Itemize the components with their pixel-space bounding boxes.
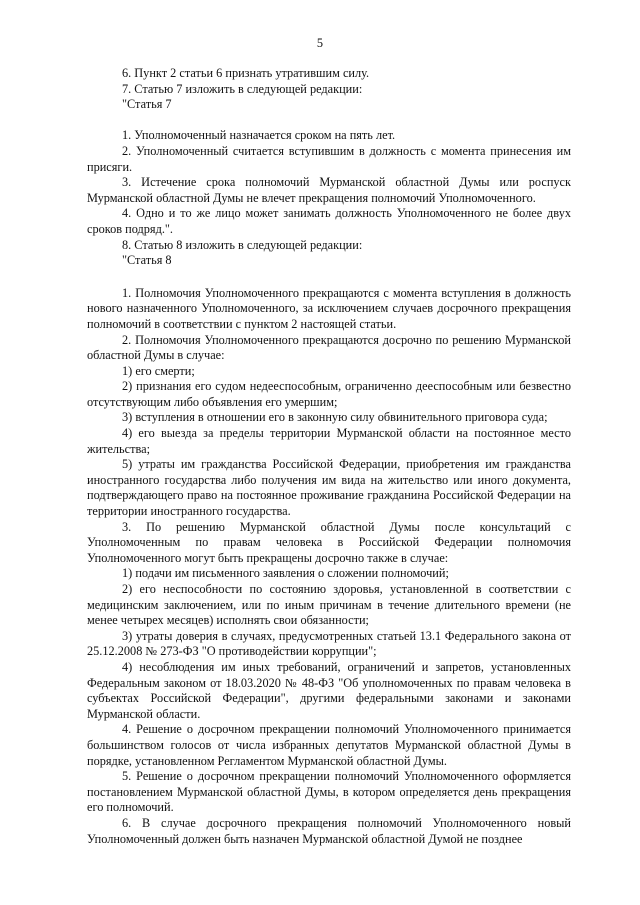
article-7-item-3: 3. Истечение срока полномочий Мурманской областной Думы или роспуск Мурманской областной Думы не влечет прекращения полномочий Уполномоченного.	[87, 175, 571, 205]
page-number: 5	[316, 36, 324, 50]
article-8-item-3-sub-3: 3) утраты доверия в случаях, предусмотренных статьей 13.1 Федерального закона от 25.12.2008 № 273-ФЗ "О противодействии коррупции";	[87, 628, 571, 659]
article-8-heading: "Статья 8	[122, 253, 172, 268]
paragraph-amendment-8: 8. Статью 8 изложить в следующей редакции:	[122, 237, 363, 252]
article-8-item-2-sub-4: 4) его выезда за пределы территории Мурманской области на постоянное место жительства;	[87, 426, 571, 456]
article-8-item-6: 6. В случае досрочного прекращения полномочий Уполномоченного новый Уполномоченный должен быть назначен Мурманской областной Думой не позднее	[87, 815, 571, 846]
article-8-item-2-sub-3: 3) вступления в отношении его в законную силу обвинительного приговора суда;	[122, 410, 548, 425]
article-8-item-2-sub-2: 2) признания его судом недееспособным, ограниченно дееспособным или безвестно отсутствующим либо объявления его умершим;	[87, 379, 571, 409]
document-body	[87, 66, 571, 847]
article-8-item-5: 5. Решение о досрочном прекращении полномочий Уполномоченного оформляется постановлением Мурманской областной Думы, в котором определяется день прекращения его полномочий.	[87, 769, 571, 815]
article-8-item-1: 1. Полномочия Уполномоченного прекращаются с момента вступления в должность нового назначенного Уполномоченного, за исключением случаев досрочного прекращения полномочий в соответствии с пунктом 2 настоящей статьи.	[87, 285, 571, 331]
article-8-item-3-sub-2: 2) его неспособности по состоянию здоровья, установленной в соответствии с медицинским заключением, или по иным причинам в течение длительного времени (не менее четырех месяцев) исполнять свои обязанности;	[87, 582, 571, 628]
paragraph-amendment-6: 6. Пункт 2 статьи 6 признать утратившим силу.	[122, 66, 370, 80]
paragraph-amendment-7: 7. Статью 7 изложить в следующей редакции:	[122, 81, 363, 96]
article-8-item-4: 4. Решение о досрочном прекращении полномочий Уполномоченного принимается большинством голосов от числа избранных депутатов Мурманской областной Думы в порядке, установленном Регламентом Мурманской областной Думы.	[87, 722, 571, 768]
article-7-item-1: 1. Уполномоченный назначается сроком на пять лет.	[122, 128, 396, 143]
article-7-item-2: 2. Уполномоченный считается вступившим в должность с момента принесения им присяги.	[87, 143, 571, 174]
article-7-heading: "Статья 7	[122, 97, 172, 112]
article-8-item-2: 2. Полномочия Уполномоченного прекращаются досрочно по решению Мурманской областной Думы в случае:	[87, 332, 571, 363]
article-8-item-2-sub-5: 5) утраты им гражданства Российской Федерации, приобретения им гражданства иностранного государства либо получения им вида на жительство или иного документа, подтверждающего право на постоянное проживание гражданина Российской Федерации на территории иностранного государства.	[87, 457, 571, 519]
article-7-item-4: 4. Одно и то же лицо может занимать должность Уполномоченного не более двух сроков подряд.".	[87, 206, 571, 236]
article-8-item-3-sub-4: 4) несоблюдения им иных требований, ограничений и запретов, установленных Федеральным законом от 18.03.2020 № 48-ФЗ "Об уполномоченных по правам человека в субъектах Российской Федерации", другими федеральными законами и законами Мурманской области.	[87, 659, 571, 721]
article-8-item-2-sub-1: 1) его смерти;	[122, 363, 195, 378]
article-8-item-3-sub-1: 1) подачи им письменного заявления о сложении полномочий;	[122, 566, 449, 581]
article-8-item-3: 3. По решению Мурманской областной Думы после консультаций с Уполномоченным по правам человека в Российской Федерации полномочия Уполномоченного могут быть прекращены досрочно также в случае:	[87, 519, 571, 565]
